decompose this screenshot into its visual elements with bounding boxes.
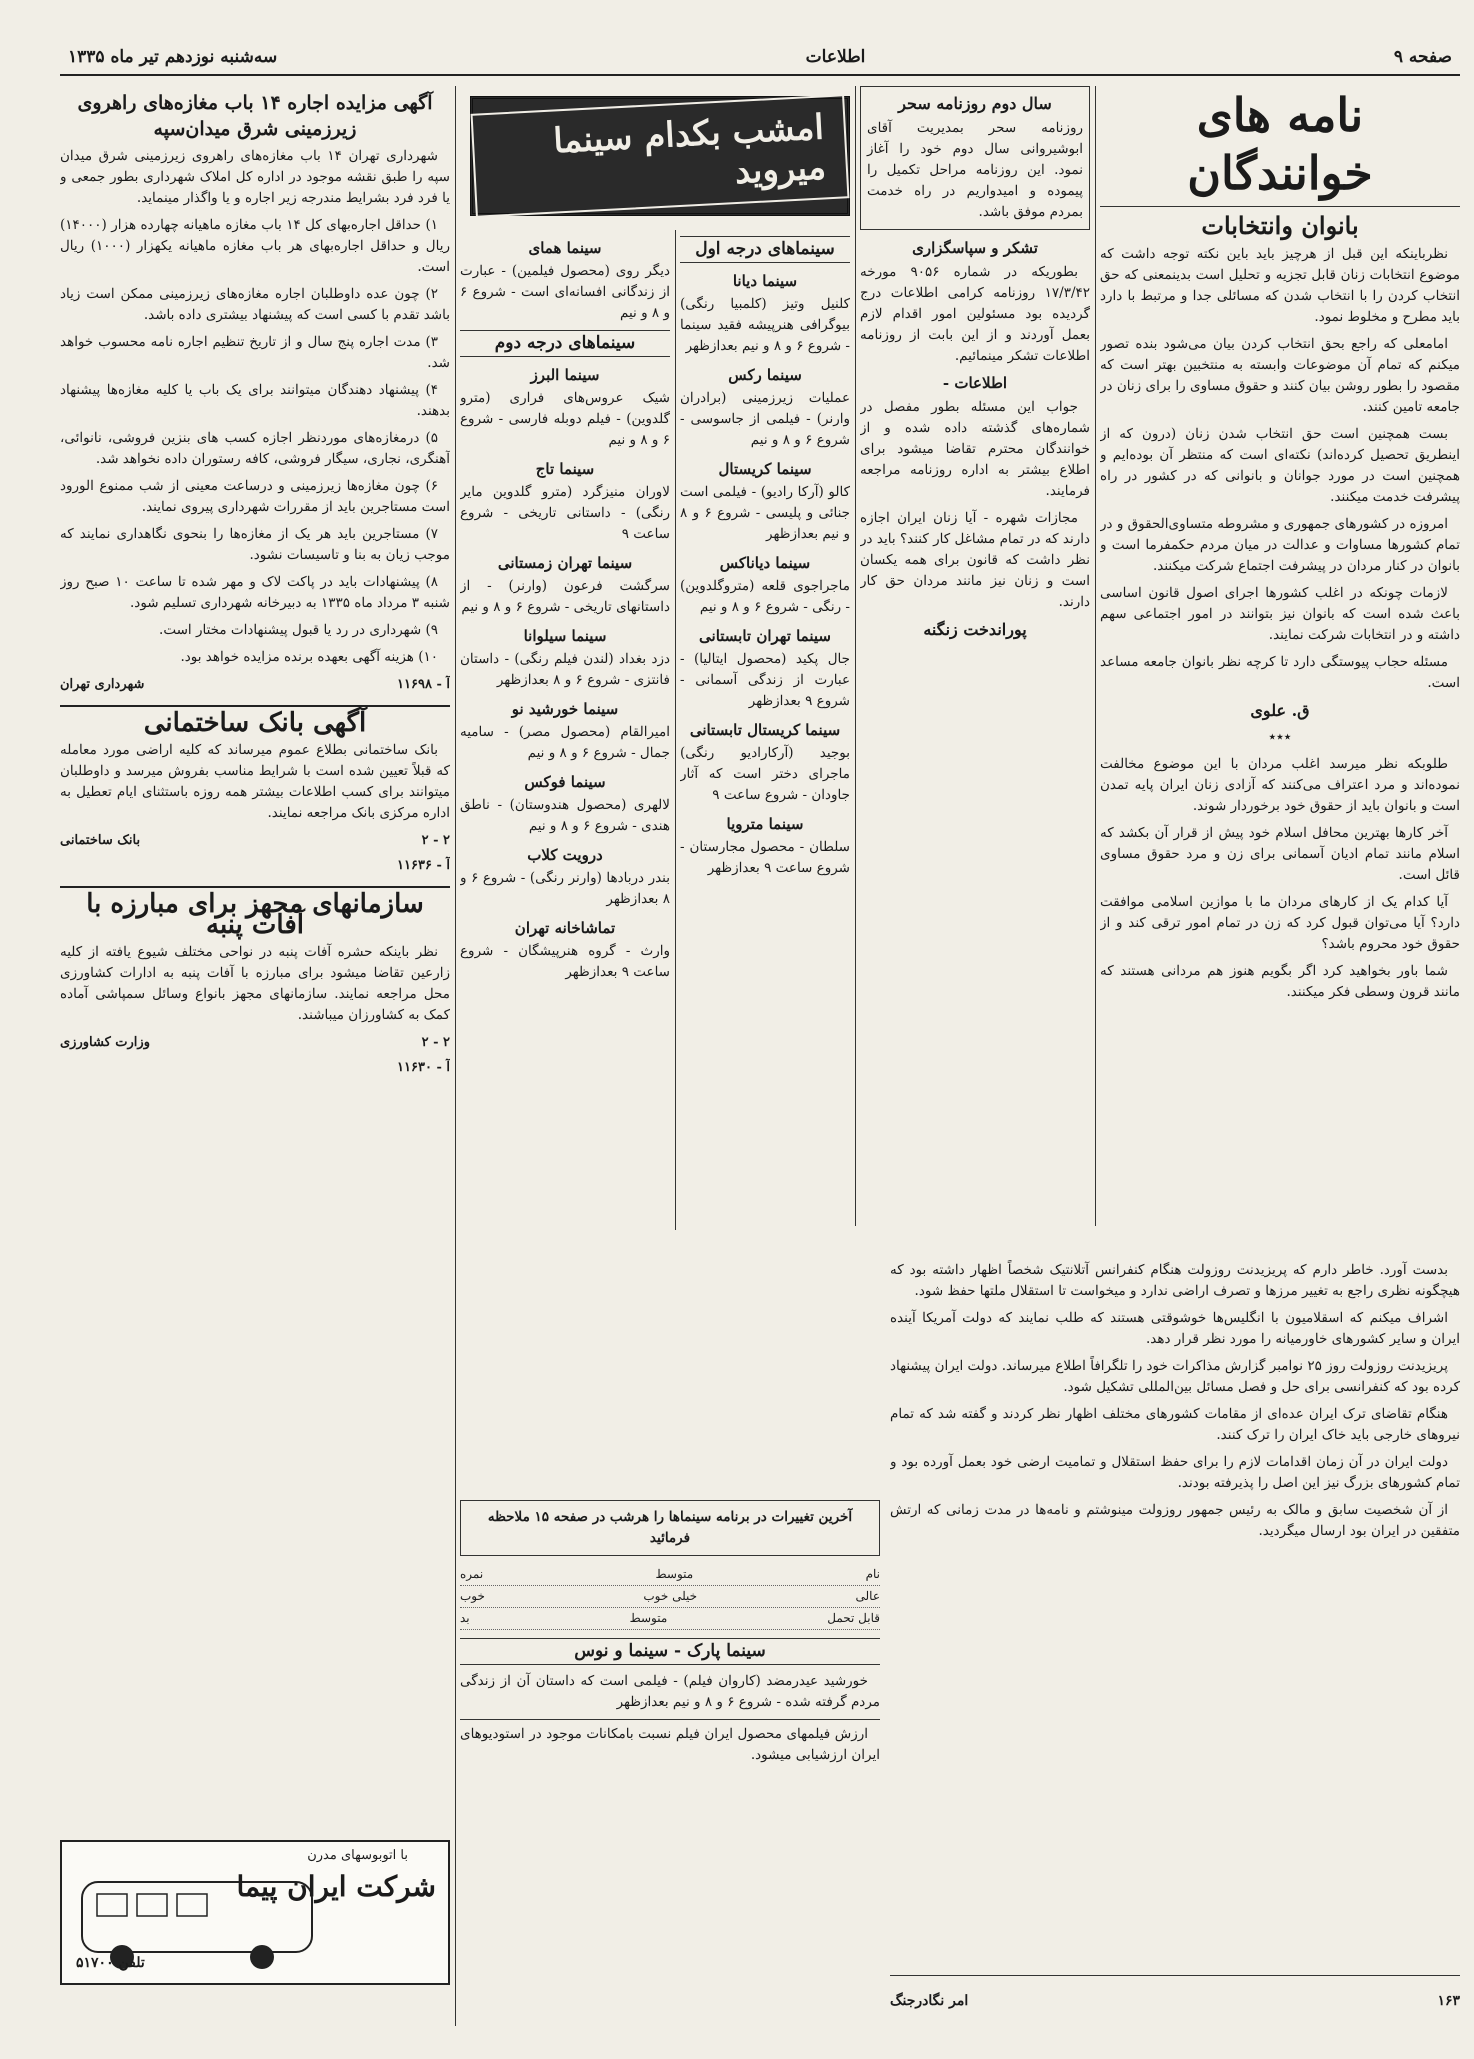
cinema-name: سینما خورشید نو [511, 700, 619, 718]
bus-company-name: شرکت ایران پیما [236, 1870, 436, 1903]
cinema-name: سینما تاج [535, 460, 595, 478]
table-row [460, 1586, 880, 1608]
letter-paragraph: طلوبکه نظر میرسد اغلب مردان با این موضوع مخالفت نموده‌اند و مرد اعتراف می‌کنند که آزادی زنان ایران پایه تمدن است و بانوان باید از حقوق خود برخوردار شوند. [1100, 756, 1460, 814]
letter-paragraph: مسئله حجاب پیوستگی دارد تا کرچه نظر بانوان جامعه مساعد است. [1100, 654, 1460, 691]
notice-box [860, 86, 1090, 230]
ad-code: ۲ - ۲ [421, 1035, 450, 1050]
cinema-banner-text: امشب بکدام سینما میروید [471, 94, 850, 217]
table-cell: خوب [460, 1589, 485, 1603]
cinema-banner [470, 96, 850, 216]
ad-item: ۶) چون مغازه‌ها زیرزمینی و درساعت معینی از شب ممنوع الورود است مستاجرین باید از مقررات شهرداری پیروی نمایند. [60, 478, 450, 515]
ad-title: آگهی مزایده اجاره ۱۴ باب مغازه‌های راهروی زیرزمینی شرق میدان‌سپه [77, 92, 433, 140]
notice-text: روزنامه سحر بمدیریت آقای ابوشیروانی سال دوم خود را آغاز نمود. این روزنامه مراحل تکمیل را پیموده و امیدواریم در راه خدمت بمردم موفق باشد. [867, 120, 1083, 220]
letter-paragraph: نظرباینکه این‌ قبل از هرچیز باید باین نکته توجه داشت که موضوع انتخابات زنان قابل تجزیه و تحلیل است بدینمعنی که حق انتخاب کردن را با انتخاب شدن که مسائلی جدا و مرتبط با دارد باید مطرح و مخلوط نمود. [1100, 246, 1460, 325]
table-header-cell: متوسط [655, 1567, 694, 1581]
cinema-name: سینما مترویا [726, 815, 804, 833]
cinema-desc: سرگشت فرعون (وارنر) - از داستانهای تاریخی - شروع ۶ و ۸ و نیم [460, 578, 670, 615]
cinema-name: سینما رکس [728, 366, 802, 384]
cinema-name: سینما کریستال تابستانی [689, 721, 841, 739]
letter-signature: ق. علوی [1250, 701, 1310, 720]
cinema-desc: عملیات زیرزمینی (برادران وارنر) - فیلمی از جاسوسی - شروع ۶ و ۸ و نیم [680, 390, 850, 448]
issue-date: سه‌شنبه نوزدهم تیر ماه ۱۳۳۵ [68, 47, 278, 67]
letter-paragraph: آیا کدام یک از کارهای مردان ما با موازین اسلامی موافقت دارد؟ آیا می‌توان قبول کرد که زن در تمام امور ترقی کند و از حقوق خود محروم باشد؟ [1100, 894, 1460, 952]
article-number: ۱۶۳ [1437, 1992, 1460, 2009]
section-separator: ٭٭٭ [1268, 729, 1292, 745]
cinema-name: سینما همای [528, 239, 602, 257]
cinema-desc: ماجراجوی قلعه (متروگلدوین) - رنگی - شروع ۶ و ۸ و نیم [680, 578, 850, 615]
cinema-notice: آخرین تغییرات در برنامه سینماها را هرشب در صفحه ۱۵ ملاحظه فرمائید [487, 1509, 853, 1546]
ad-signature: بانک ساختمانی [60, 833, 141, 848]
table-header-cell: نمره [460, 1567, 484, 1581]
letters-subhead: بانوان وانتخابات [1201, 211, 1359, 240]
cinema-desc: جال پکید (محصول ایتالیا) - عبارت از زندگی آسمانی - شروع ۹ بعدازظهر [680, 651, 850, 709]
ad-item: ۴) پیشنهاد دهندگان میتوانند برای یک باب یا کلیه مغازه‌ها پیشنهاد بدهند. [60, 382, 450, 419]
cinema-desc: سلطان - محصول مجارستان - شروع ساعت ۹ بعدازظهر [680, 839, 850, 876]
cinema-desc: بوجید (آرکارادیو رنگی) ماجرای دختر است که آثار جاودان - شروع ساعت ۹ [680, 745, 850, 803]
letter-paragraph: شما باور بخواهید کرد اگر بگویم هنوز هم مردانی هستند که مانند قرون وسطی فکر میکنند. [1100, 963, 1460, 1000]
table-header-row [460, 1564, 880, 1586]
ad-item: ۵) درمغازه‌های موردنظر اجازه کسب های بنزین فروشی، نانوائی، آهنگری، نجاری، سیگار فروشی، کافه رستوران داده نخواهد شد. [60, 430, 450, 467]
newspaper-name: اطلاعات [805, 47, 866, 67]
cinema-column-first [680, 230, 850, 1490]
cinema-column-second [460, 230, 670, 1230]
ad-item: ۹) شهرداری در رد یا قبول پیشنهادات مختار است. [159, 622, 438, 638]
history-article [890, 1260, 1460, 1820]
column-divider [675, 230, 676, 1230]
bus-company-ad [60, 1840, 450, 1985]
cinema-lower-block [460, 1500, 880, 2020]
page-header [60, 40, 1460, 76]
letter-paragraph: لازمات چونکه در اغلب کشورها اجرای اصول قانون اساسی باعث شده است که بانوان نیز بتوانند در امور اجتماعی سهم داشته و در انتخابات شرکت نمایند. [1100, 585, 1460, 643]
ad-title: سازمانهای مجهز برای مبارزه با آفات پنبه [60, 886, 450, 936]
table-cell: متوسط [629, 1611, 668, 1625]
cinema-footnote: ارزش فیلمهای محصول ایران فیلم نسبت بامکانات موجود در استودیوهای ایران ارزشیابی میشود. [460, 1719, 880, 1766]
ad-footer [60, 830, 450, 851]
cinema-name: سینما تهران زمستانی [497, 554, 633, 572]
article-paragraph: از آن شخصیت سابق و مالک به رئیس جمهور روزولت مینوشتم و نامه‌ها در مدت زمانی که ارتش متفقین در ایران بود ارسال میگردید. [890, 1502, 1460, 1539]
info-title: اطلاعات - [942, 374, 1008, 392]
bus-ad-tagline: با اتوبوسهای مدرن [307, 1848, 408, 1863]
info-text: جواب این مسئله بطور مفصل در شماره‌های گذشته داده شده و از خوانندگان محترم تقاضا میشود برای اطلاع بیشتر به اداره روزنامه مراجعه فرمایند. [860, 399, 1090, 499]
ad-item: ۱۰) هزینه آگهی بعهده برنده مزایده خواهد بود. [180, 649, 438, 665]
table-cell: خیلی خوب [643, 1589, 698, 1603]
article-paragraph: هنگام تقاضای ترک ایران عده‌ای از مقامات کشورهای مختلف اظهار نظر کردند و گفته شد که تمام نیروهای خارجی باید خاک ایران را ترک کنند. [890, 1406, 1460, 1443]
column-divider [455, 86, 456, 2026]
column-signature: پوراندخت زنگنه [923, 620, 1027, 639]
letter-paragraph: امروزه در کشورهای جمهوری و مشروطه متساوی‌الحقوق و در تمام کشورها مساوات و عدالت در میان مردم حکمفرما است و بانوان در کنار مردان در پیشرفت اجتماع شرکت میکنند. [1100, 516, 1460, 574]
ad-signature: وزارت کشاورزی [60, 1035, 150, 1050]
article-paragraph: پریزیدنت روزولت روز ۲۵ نوامبر گزارش مذاکرات خود را تلگرافاً اطلاع میرساند. دولت ایران پیشنهاد کرده بود که کنفرانسی برای حل و فصل مسائل بین‌المللی تشکیل شود. [890, 1358, 1460, 1395]
cinema-desc: کالو (آرکا رادیو) - فیلمی است جنائی و پلیسی - شروع ۶ و ۸ و نیم بعدازظهر [680, 484, 850, 542]
ad-signature: شهرداری تهران [60, 677, 145, 692]
notice-title: سال دوم روزنامه سحر [898, 94, 1052, 113]
ad-item: ۱) حداقل اجاره‌بهای کل ۱۴ باب مغازه ماهیانه چهارده هزار (۱۴۰۰۰) ریال و حداقل اجاره‌بهای هر باب مغازه ماهیانه یکهزار (۱۰۰۰) ریال است. [60, 217, 450, 275]
ad-footer [60, 674, 450, 695]
cinema-desc: بندر دربادها (وارنر رنگی) - شروع ۶ و ۸ بعدازظهر [460, 870, 670, 907]
column-divider [1095, 86, 1096, 1226]
ad-text: بانک ساختمانی بطلاع عموم میرساند که کلیه اراضی مورد معامله که قبلاً تعیین شده است با شرایط مناسب بفروش میرسد و داوطلبان میتوانند برای کسب اطلاعات بیشتر همه روزه باستثنای ایام تعطیل به اداره مرکزی بانک مراجعه نمایند. [60, 742, 450, 821]
cinema-section-title: سینماهای درجه اول [680, 236, 850, 263]
letter-paragraph: امامعلی که راجع بحق انتخاب کردن بیان می‌شود بنده تصور میکنم که تمام آن موضوعات وابسته به منتخبین بهتر است که مقصود را بطور روشن بیان کنند و حقوق مساوی را برای زنان در جامعه تامین کنند. [1100, 336, 1460, 415]
article-footer [890, 1975, 1460, 2025]
ad-item: ۳) مدت اجاره پنج سال و از تاریخ تنظیم اجاره نامه محسوب خواهد شد. [60, 334, 450, 371]
column-divider [855, 86, 856, 1226]
cinema-name: سینما دیاناکس [719, 554, 811, 572]
table-cell: بد [460, 1611, 470, 1625]
ad-title: آگهی بانک ساختمانی [60, 705, 450, 734]
cinema-desc: کلنیل وتیز (کلمبیا رنگی) بیوگرافی هنرپیشه فقید سینما - شروع ۶ و ۸ و نیم بعدازظهر [680, 296, 850, 354]
cinema-desc: دیگر روی (محصول فیلمین) - عبارت از زندگانی افسانه‌ای است - شروع ۶ و ۸ و نیم [460, 263, 670, 321]
cinema-desc: خورشید عیدرمضد (کاروان فیلم) - فیلمی است که داستان آن از زندگی مردم گرفته شده - شروع ۶ و ۸ و نیم بعدازظهر [460, 1673, 880, 1710]
cinema-desc: لاوران منیزگرد (مترو گلدوین مایر رنگی) - داستانی تاریخی - شروع ساعت ۹ [460, 484, 670, 542]
cinema-name: سینما سیلوانا [523, 627, 607, 645]
cinema-name: سینما دیانا [732, 272, 798, 290]
ad-number: آ - ۱۱۶۳۶ [397, 858, 450, 873]
ad-footer [60, 855, 450, 876]
letters-masthead: نامه های خوانندگان [1100, 86, 1460, 207]
newspaper-page [60, 40, 1460, 2030]
cinema-name: سینما فوکس [524, 773, 606, 791]
ad-footer [60, 1057, 450, 1078]
cinema-name: سینما کریستال [718, 460, 812, 478]
ads-column [60, 86, 450, 1836]
table-header-cell: نام [865, 1567, 880, 1581]
cinema-section-title: سینما پارک - سینما و نوس [460, 1638, 880, 1665]
notices-column [860, 86, 1090, 1276]
ad-text: نظر باینکه حشره آفات پنبه در نواحی مختلف شیوع یافته از کلیه زارعین تقاضا میشود برای مبارزه با آفات پنبه به ادارات کشاورزی محل مراجعه نمایند. سازمانهای مجهز بانواع وسائل سمپاشی آماده کمک به کشاورزان میباشند. [60, 944, 450, 1023]
ad-code: ۲ - ۲ [421, 833, 450, 848]
article-paragraph: دولت ایران در آن زمان اقدامات لازم را برای حفظ استقلال و تمامیت ارضی خود بعمل آورده بود و تمام کشورهای بزرگ نیز این اصل را پذیرفته بودند. [890, 1454, 1460, 1491]
ad-item: ۸) پیشنهادات باید در پاکت لاک و مهر شده تا ساعت ۱۰ صبح روز شنبه ۳ مرداد ماه ۱۳۳۵ به دبیرخانه شهرداری تسلیم شود. [60, 574, 450, 611]
cinema-notice-box [460, 1500, 880, 1556]
letter-paragraph: آخر کارها بهترین محافل اسلام خود پیش از قرار آن بکشد که اسلام مانند تمام ادیان آسمانی برای زن و مرد حقوق مساوی قائل است. [1100, 825, 1460, 883]
table-row [460, 1608, 880, 1630]
cinema-desc: وارث - گروه هنرپیشگان - شروع ساعت ۹ بعدازظهر [460, 943, 670, 980]
thanks-text: بطوریکه در شماره ۹۰۵۶ مورخه ۱۷/۳/۴۲ روزنامه کرامی اطلاعات درج گردیده بود مسئولین امور اقدام لازم بعمل آوردند و از این بابت از روزنامه اطلاعات تشکر مینمائیم. [860, 264, 1090, 364]
ad-footer [60, 1032, 450, 1053]
cinema-desc: لالهری (محصول هندوستان) - ناطق هندی - شروع ۶ و ۸ و نیم [460, 797, 670, 834]
cinema-name: درویت کلاب [527, 846, 603, 864]
table-cell: قابل تحمل [827, 1611, 880, 1625]
article-paragraph: بدست آورد. خاطر دارم که پریزیدنت روزولت هنگام کنفرانس آتلانتیک شخصاً اظهار داشته بود که هیچگونه نظری راجع به تغییر مرزها و تصرف اراضی ندارد و میخواست تا استقلال ملتها حفظ شود. [890, 1262, 1460, 1299]
ad-number: آ - ۱۱۶۳۰ [397, 1060, 450, 1075]
article-author: امر نگادرجنگ [890, 1992, 969, 2009]
thanks-title: تشکر و سپاسگزاری [912, 239, 1038, 257]
article-paragraph: اشراف میکنم که اسقلامیون با انگلیس‌ها خوشوقتی هستند که طلب نمایند که دولت آمریکا آینده ایران و سایر کشورهای خاورمیانه را مورد نظر قرار دهد. [890, 1310, 1460, 1347]
table-cell: عالی [855, 1589, 880, 1603]
cinema-desc: شیک عروس‌های فراری (مترو گلدوین) - فیلم دوبله فارسی - شروع ۶ و ۸ و نیم [460, 390, 670, 448]
cinema-name: سینما تهران تابستانی [699, 627, 831, 645]
column-paragraph: مجازات شهره - آیا زنان ایران اجازه دارند که در تمام مشاغل کار کنند؟ باید در نظر داشت که قانون برای همه یکسان است و زنان نیز مانند مردان حق کار دارند. [860, 510, 1090, 610]
ad-item: ۷) مستاجرین باید هر یک از مغازه‌ها را بنحوی نگاهداری نمایند که موجب زیان به بنا و تاسیسات نشود. [60, 526, 450, 563]
ad-item: ۲) چون عده داوطلبان اجاره مغازه‌های زیرزمینی ممکن است زیاد باشد تقدم با کسی است که پیشنهاد بیشتری داده باشد. [60, 286, 450, 323]
cinema-name: تماشاخانه تهران [514, 919, 616, 937]
cinema-desc: امیرالقام (محصول مصر) - سامیه جمال - شروع ۶ و ۸ و نیم [460, 724, 670, 761]
bus-phone: تلفن ۵۱۷۰۰ [76, 1955, 145, 1971]
cinema-desc: دزد بغداد (لندن فیلم رنگی) - داستان فانتزی - شروع ۶ و ۸ بعدازظهر [460, 651, 670, 688]
cinema-name: سینما البرز [530, 366, 600, 384]
letter-paragraph: بست همچنین است حق انتخاب شدن زنان (درون که از اینطریق تحصیل کرده‌اند) نکته‌ای است که منتظر آن بوده‌ایم و همچنین است در مورد جوانان و بانوانی که در کشور در راه پیشرفت خدمت میکنند. [1100, 426, 1460, 505]
ad-item: شهرداری تهران ۱۴ باب مغازه‌های راهروی زیرزمینی شرق میدان سپه را طبق نقشه موجود در اداره کل املاک شهرداری بطور جمعی و یا فرد فرد بشرایط مندرجه زیر اجاره و یا واگذار مینماید. [60, 148, 450, 206]
rating-table [460, 1564, 880, 1630]
cinema-section-title: سینماهای درجه دوم [460, 330, 670, 357]
page-number: صفحه ۹ [1393, 47, 1452, 67]
ad-number: آ - ۱۱۶۹۸ [397, 677, 450, 692]
